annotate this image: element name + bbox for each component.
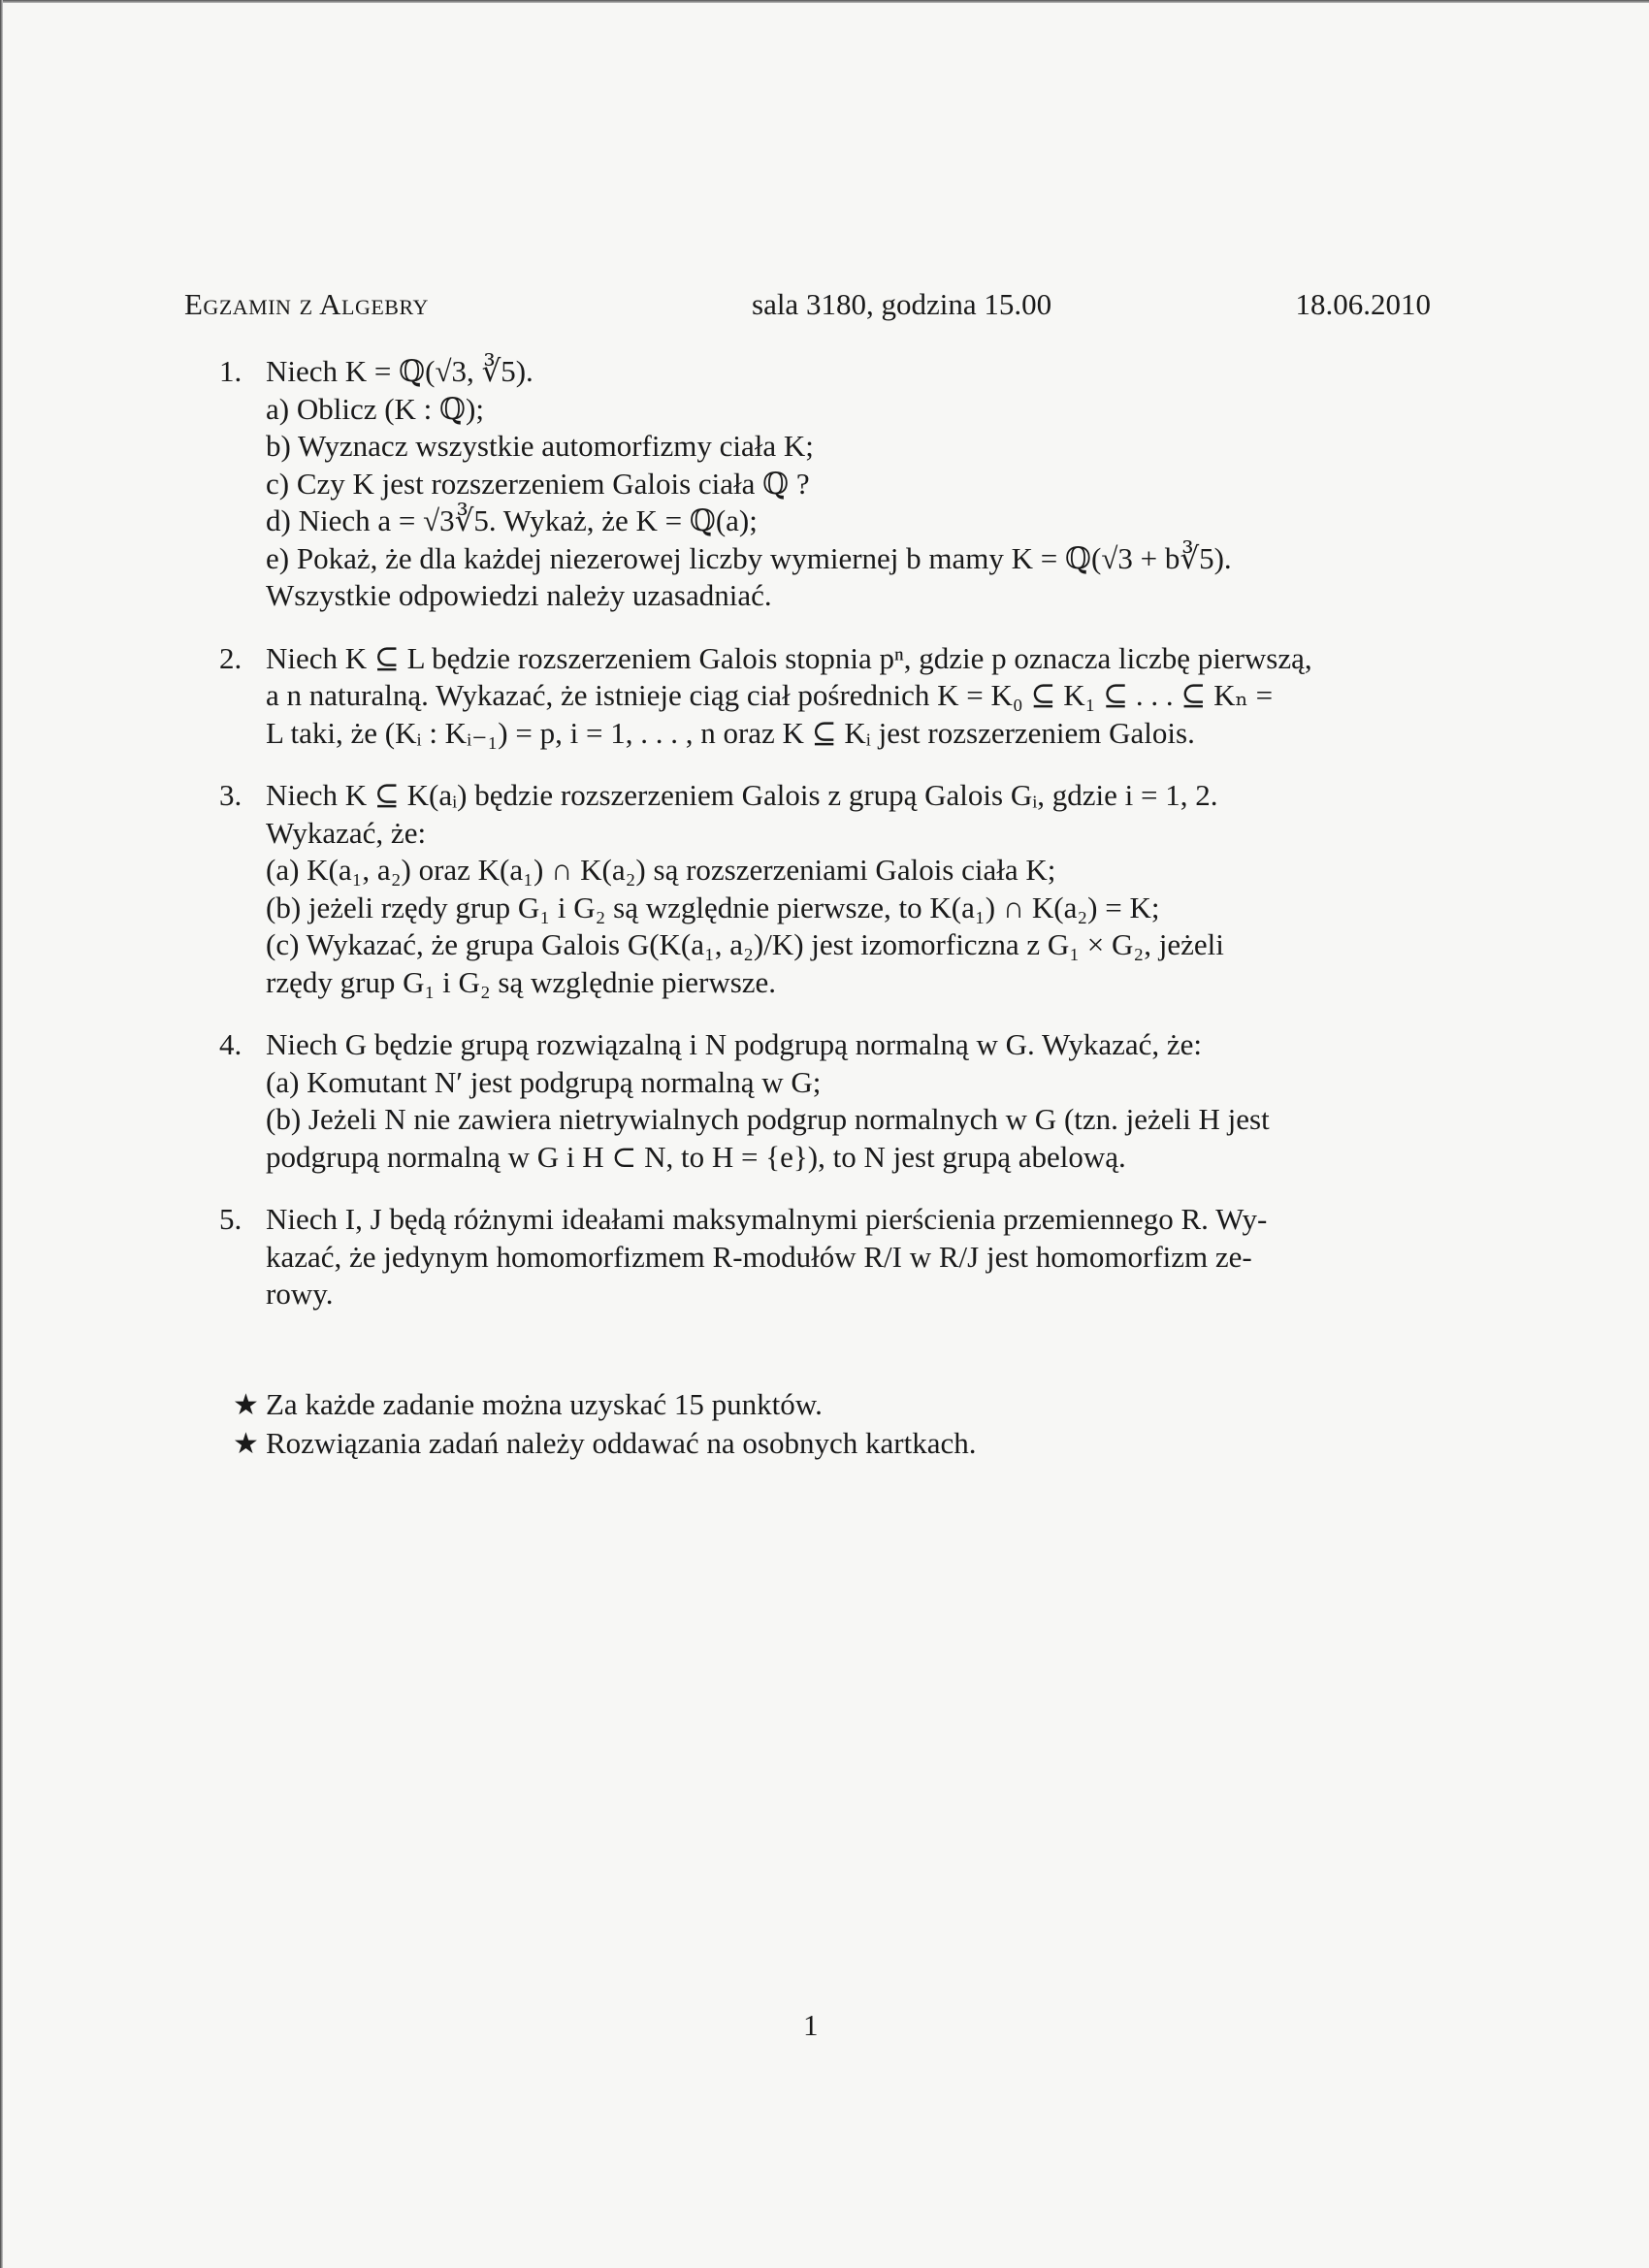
star-icon: ★ [233,1389,259,1421]
problem-2 [219,640,1431,753]
problem-list [219,353,1431,1339]
exam-notes [233,1385,1397,1463]
problem-number: 1. [219,354,242,388]
problem-line: podgrupą normalną w G i H ⊂ N, to H = {e}), to N jest grupą abelową. [266,1139,1126,1174]
problem-line: Niech K = ℚ(√3, ∛5). [266,354,534,388]
star-icon: ★ [233,1428,259,1460]
problem-line: (c) Wykazać, że grupa Galois G(K(a₁, a₂)/K) jest izomorficzna z G₁ × G₂, jeżeli [266,927,1224,961]
exam-date: 18.06.2010 [1295,287,1431,321]
problem-line: b) Wyznacz wszystkie automorfizmy ciała K; [266,429,814,463]
problem-line: L taki, że (Kᵢ : Kᵢ₋₁) = p, i = 1, . . . , n oraz K ⊆ Kᵢ jest rozszerzeniem Galois. [266,715,1195,750]
problem-line: kazać, że jedynym homomorfizmem R-modułów R/I w R/J jest homomorfizm ze- [266,1239,1252,1274]
problem-line: (a) K(a₁, a₂) oraz K(a₁) ∩ K(a₂) są rozszerzeniami Galois ciała K; [266,853,1056,887]
problem-number: 2. [219,640,242,675]
problem-line: Niech K ⊆ L będzie rozszerzeniem Galois stopnia pⁿ, gdzie p oznacza liczbę pierwszą, [266,640,1312,675]
problem-number: 4. [219,1027,242,1061]
scan-edge-left [0,0,3,2268]
page-number: 1 [803,2008,819,2042]
problem-4 [219,1026,1431,1176]
problem-line: rzędy grup G₁ i G₂ są względnie pierwsze. [266,964,777,999]
problem-line: c) Czy K jest rozszerzeniem Galois ciała ℚ ? [266,466,810,501]
problem-line: (b) Jeżeli N nie zawiera nietrywialnych podgrup normalnych w G (tzn. jeżeli H jest [266,1102,1270,1136]
exam-room-time: sala 3180, godzina 15.00 [752,287,1052,321]
note-item [233,1385,1397,1424]
scan-edge-top [0,0,1649,3]
problem-line: Wszystkie odpowiedzi należy uzasadniać. [266,578,772,612]
problem-line: Niech K ⊆ K(aᵢ) będzie rozszerzeniem Galois z grupą Galois Gᵢ, gdzie i = 1, 2. [266,778,1218,812]
problem-line: Niech G będzie grupą rozwiązalną i N podgrupą normalną w G. Wykazać, że: [266,1027,1203,1061]
problem-line: (b) jeżeli rzędy grup G₁ i G₂ są względnie pierwsze, to K(a₁) ∩ K(a₂) = K; [266,890,1160,924]
problem-5 [219,1201,1431,1313]
problem-number: 5. [219,1202,242,1236]
note-text: Za każde zadanie można uzyskać 15 punktów. [266,1387,823,1421]
exam-header [184,287,1431,336]
problem-line: Niech I, J będą różnymi ideałami maksymalnymi pierścienia przemiennego R. Wy- [266,1202,1268,1236]
problem-line: a n naturalną. Wykazać, że istnieje ciąg ciał pośrednich K = K₀ ⊆ K₁ ⊆ . . . ⊆ Kₙ = [266,678,1274,712]
problem-line: d) Niech a = √3∛5. Wykaż, że K = ℚ(a); [266,503,758,537]
problem-number: 3. [219,778,242,812]
problem-1 [219,353,1431,615]
note-text: Rozwiązania zadań należy oddawać na osobnych kartkach. [266,1426,977,1460]
problem-3 [219,777,1431,1001]
problem-line: rowy. [266,1277,334,1311]
exam-title: Egzamin z Algebry [184,287,429,321]
note-item [233,1424,1397,1463]
problem-line: (a) Komutant N′ jest podgrupą normalną w G; [266,1064,822,1099]
problem-line: a) Oblicz (K : ℚ); [266,391,484,426]
problem-line: e) Pokaż, że dla każdej niezerowej liczby wymiernej b mamy K = ℚ(√3 + b∛5). [266,540,1232,575]
problem-line: Wykazać, że: [266,815,427,850]
